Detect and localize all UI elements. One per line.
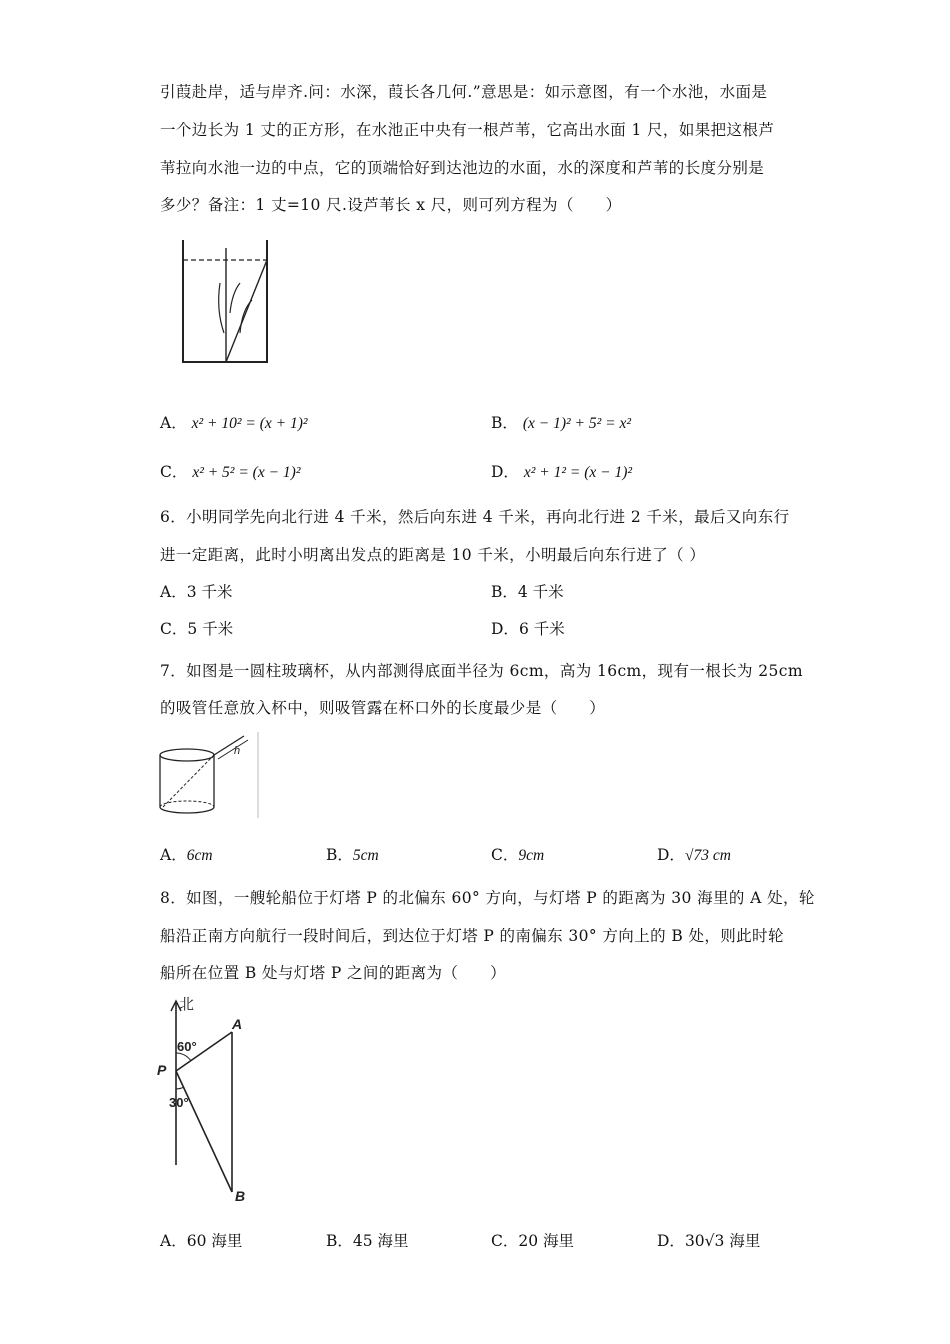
q8-option-b[interactable]: B．45 海里 — [326, 1232, 409, 1250]
q6-option-c[interactable]: C．5 千米 — [160, 620, 234, 638]
q5-option-d[interactable]: D． x² + 1² = (x − 1)² — [491, 463, 633, 481]
q8-line-3: 船所在位置 B 处与灯塔 P 之间的距离为（ ） — [160, 964, 507, 982]
pond-reed-figure — [180, 238, 292, 366]
q7-line-1: 7．如图是一圆柱玻璃杯，从内部测得底面半径为 6cm，高为 16cm，现有一根长为 25cm — [160, 662, 803, 680]
q7-option-a[interactable]: A．6cm — [160, 846, 213, 864]
q7-line-2: 的吸管任意放入杯中，则吸管露在杯口外的长度最少是（ ） — [160, 699, 606, 717]
point-p-label: P — [157, 1062, 167, 1078]
angle-30-label: 30° — [169, 1095, 189, 1110]
q6-option-d[interactable]: D．6 千米 — [491, 620, 565, 638]
north-label: 北 — [179, 996, 195, 1013]
q5-line-3: 苇拉向水池一边的中点，它的顶端恰好到达池边的水面，水的深度和芦苇的长度分别是 — [160, 159, 765, 177]
q7-option-c[interactable]: C．9cm — [491, 846, 545, 864]
q5-line-4: 多少？备注：1 丈=10 尺.设芦苇长 x 尺，则可列方程为（ ） — [160, 196, 622, 214]
q8-line-2: 船沿正南方向航行一段时间后，到达位于灯塔 P 的南偏东 30° 方向上的 B 处，则此时轮 — [160, 927, 784, 945]
glass-cup-figure — [158, 732, 260, 818]
q7-option-b[interactable]: B．5cm — [326, 846, 379, 864]
q6-option-a[interactable]: A．3 千米 — [160, 583, 233, 601]
q5-option-b[interactable]: B． (x − 1)² + 5² = x² — [491, 414, 631, 432]
q8-option-d[interactable]: D．30√3 海里 — [657, 1232, 761, 1250]
point-b-label: B — [235, 1188, 246, 1204]
q7-option-d[interactable]: D．√73 cm — [657, 846, 731, 864]
lighthouse-ship-figure — [155, 995, 255, 1205]
q8-line-1: 8．如图，一艘轮船位于灯塔 P 的北偏东 60° 方向，与灯塔 P 的距离为 30 海里的 A 处，轮 — [160, 889, 815, 907]
point-a-label: A — [232, 1016, 243, 1032]
straw-length-label: h — [234, 745, 241, 757]
q5-option-a[interactable]: A． x² + 10² = (x + 1)² — [160, 414, 308, 432]
q8-option-a[interactable]: A．60 海里 — [160, 1232, 243, 1250]
q8-option-c[interactable]: C．20 海里 — [491, 1232, 575, 1250]
angle-60-label: 60° — [177, 1039, 197, 1054]
q6-line-1: 6．小明同学先向北行进 4 千米，然后向东进 4 千米，再向北行进 2 千米，最后又向东行 — [160, 508, 790, 526]
q6-line-2: 进一定距离，此时小明离出发点的距离是 10 千米，小明最后向东行进了（ ） — [160, 546, 706, 564]
q5-line-2: 一个边长为 1 丈的正方形，在水池正中央有一根芦苇，它高出水面 1 尺，如果把这根芦 — [160, 121, 775, 139]
q6-option-b[interactable]: B．4 千米 — [491, 583, 564, 601]
q5-line-1: 引葭赴岸，适与岸齐.问：水深，葭长各几何.”意思是：如示意图，有一个水池，水面是 — [160, 83, 768, 101]
q5-option-c[interactable]: C． x² + 5² = (x − 1)² — [160, 463, 301, 481]
